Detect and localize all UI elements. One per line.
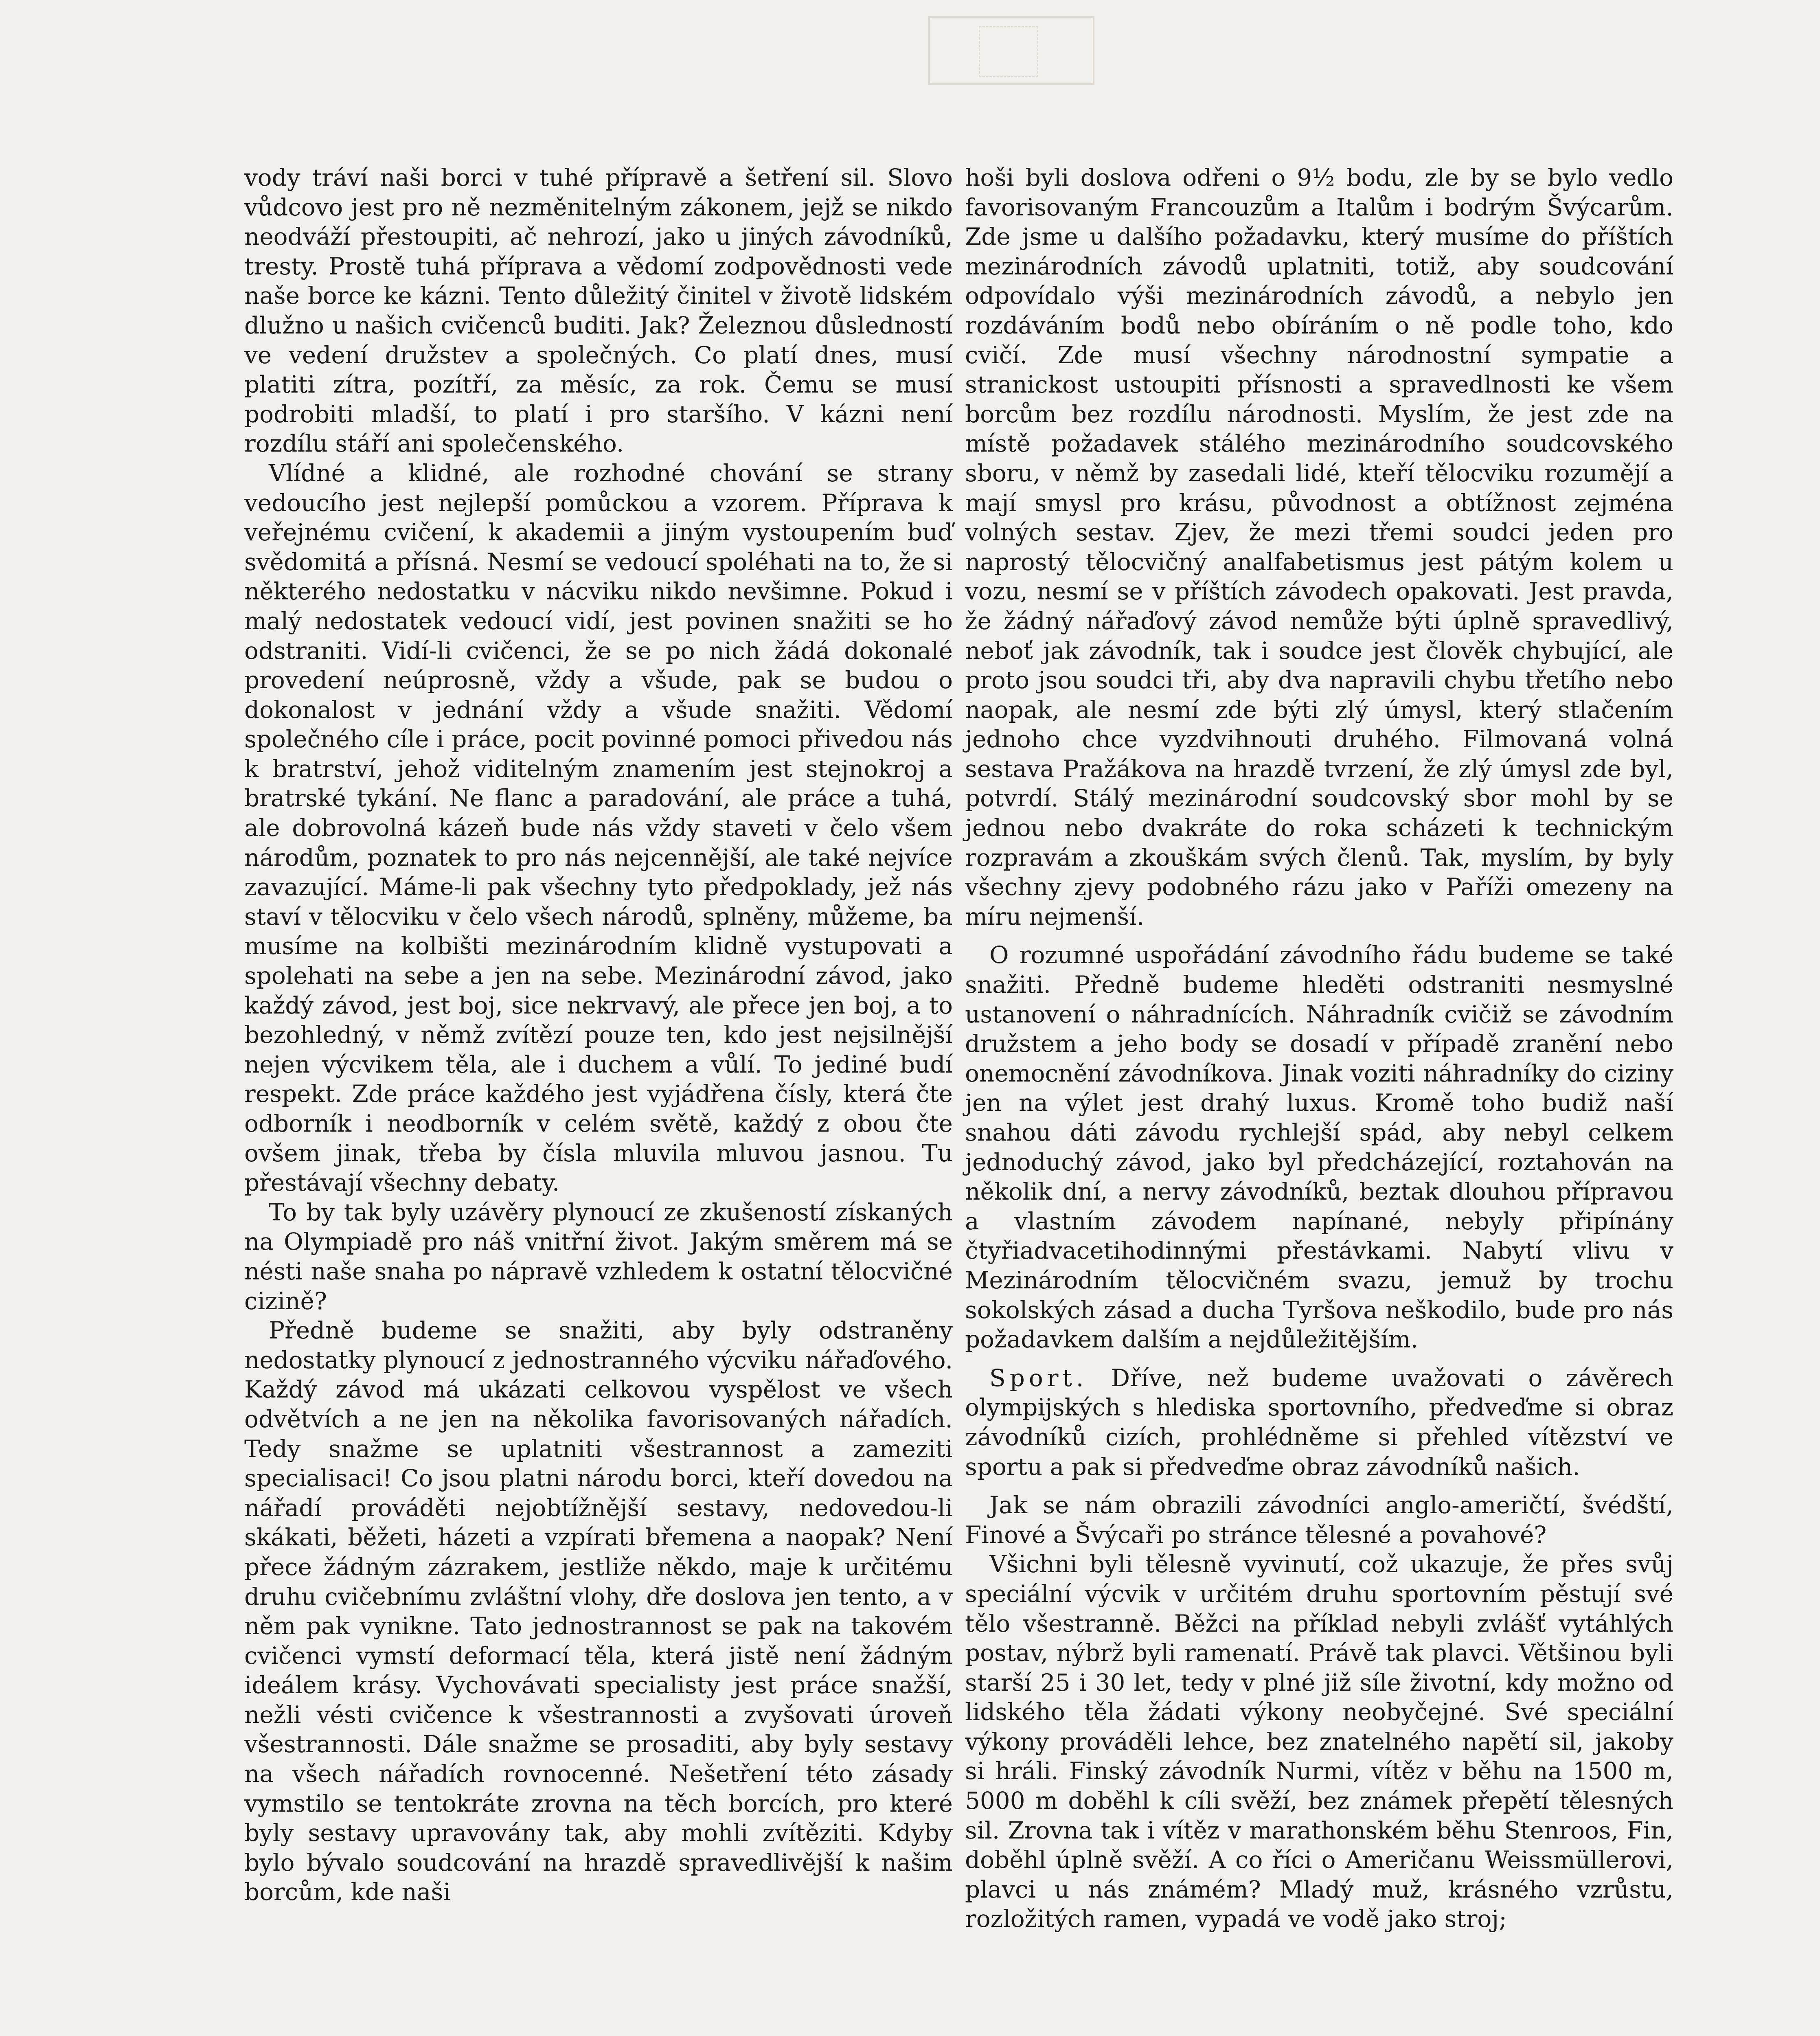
left-paragraph-1: vody tráví naši borci v tuhé přípravě a šetření sil. Slovo vůdcovo jest pro ně nezměnitelným zákonem, jejž se nikdo neodváží přestoupiti, ač nehrozí, jako u jiných závodníků, tresty. Prostě tuhá příprava a vědomí zodpovědnosti vede naše borce ke kázni. Tento důležitý činitel v životě lidském dlužno u našich cvičenců buditi. Jak? Železnou důsledností ve vedení družstev a společných. Co platí dnes, musí platiti zítra, pozítří, za měsíc, za rok. Čemu se musí podrobiti mladší, to platí i pro staršího. V kázni není rozdílu stáří ani společenského. <box>244 164 953 458</box>
left-paragraph-3: To by tak byly uzávěry plynoucí ze zkušeností získaných na Olympiadě pro náš vnitřní život. Jakým směrem má se nésti naše snaha po nápravě vzhledem k ostatní tělocvičné cizině? <box>244 1198 953 1315</box>
right-paragraph-3-text: Dříve, než budeme uvažovati o závěrech olympijských s hlediska sportovního, předveďme si obraz závodníků cizích, prohlédněme si přehled vítězství ve sportu a pak si předveďme obraz závodníků našich. <box>965 1364 1673 1481</box>
library-stamp <box>928 16 1094 85</box>
left-text-column <box>244 163 953 1907</box>
right-text-column <box>965 163 1673 1934</box>
section-heading-sport: Sport. <box>989 1364 1088 1392</box>
right-paragraph-2: O rozumné uspořádání závodního řádu budeme se také snažiti. Předně budeme hleděti odstraniti nesmyslné ustanovení o náhradnících. Náhradník cvičiž se závodním družstem a jeho body se dosadí v případě zranění nebo onemocnění závodníkova. Jinak voziti náhradníky do ciziny jen na výlet jest drahý luxus. Kromě toho budiž naší snahou dáti závodu rychlejší spád, aby nebyl celkem jednoduchý závod, jako byl předcházející, roztahován na několik dní, a nervy závodníků, beztak dlouhou přípravou a vlastním závodem napínané, nebyly připínány čtyřiadvacetihodinnými přestávkami. Nabytí vlivu v Mezinárodním tělocvičném svazu, jemuž by trochu sokolských zásad a ducha Tyršova neškodilo, bude pro nás požadavkem dalším a nejdůležitějším. <box>965 941 1673 1354</box>
left-paragraph-4: Předně budeme se snažiti, aby byly odstraněny nedostatky plynoucí z jednostranného výcviku nářaďového. Každý závod má ukázati celkovou vyspělost ve všech odvětvích a ne jen na několika favorisovaných nářadích. Tedy snažme se uplatniti všestrannost a zameziti specialisaci! Co jsou platni národu borci, kteří dovedou na nářadí prováděti nejobtížnější sestavy, nedovedou-li skákati, běžeti, házeti a vzpírati břemena a naopak? Není přece žádným zázrakem, jestliže někdo, maje k určitému druhu cvičebnímu zvláštní vlohy, dře doslova jen tento, a v něm pak vynikne. Tato jednostrannost se pak na takovém cvičenci vymstí deformací těla, která jistě není žádným ideálem krásy. Vychovávati specialisty jest práce snažší, nežli vésti cvičence k všestrannosti a zvyšovati úroveň všestrannosti. Dále snažme se prosaditi, aby byly sestavy na všech nářadích rovnocenné. Nešetření této zásady vymstilo se tentokráte zrovna na těch borcích, pro které byly sestavy upravovány tak, aby mohli zvítěziti. Kdyby bylo bývalo soudcování na hrazdě spravedlivější k našim borcům, kde naši <box>244 1316 953 1906</box>
right-paragraph-4: Jak se nám obrazili závodníci anglo-američtí, švédští, Finové a Švýcaři po stránce tělesné a povahové? <box>965 1491 1673 1549</box>
left-paragraph-2: Vlídné a klidné, ale rozhodné chování se strany vedoucího jest nejlepší pomůckou a vzorem. Příprava k veřejnému cvičení, k akademii a jiným vystoupením buď svědomitá a přísná. Nesmí se vedoucí spoléhati na to, že si některého nedostatku v nácviku nikdo nevšimne. Pokud i malý nedostatek vedoucí vidí, jest povinen snažiti se ho odstraniti. Vidí-li cvičenci, že se po nich žádá dokonalé provedení neúprosně, vždy a všude, pak se budou o dokonalost v jednání vždy a všude snažiti. Vědomí společného cíle i práce, pocit povinné pomoci přivedou nás k bratrství, jehož viditelným znamením jest stejnokroj a bratrské tykání. Ne flanc a paradování, ale práce a tuhá, ale dobrovolná kázeň bude nás vždy staveti v čelo všem národům, poznatek to pro nás nejcennější, ale také nejvíce zavazující. Máme-li pak všechny tyto předpoklady, jež nás staví v tělocviku v čelo všech národů, splněny, můžeme, ba musíme na kolbišti mezinárodním klidně vystupovati a spolehati na sebe a jen na sebe. Mezinárodní závod, jako každý závod, jest boj, sice nekrvavý, ale přece jen boj, a to bezohledný, v němž zvítězí pouze ten, kdo jest nejsilnější nejen výcvikem těla, ale i duchem a vůlí. To jediné budí respekt. Zde práce každého jest vyjádřena čísly, která čte odborník i neodborník v celém světě, každý z obou čte ovšem jinak, třeba by čísla mluvila mluvou jasnou. Tu přestávají všechny debaty. <box>244 459 953 1197</box>
right-paragraph-1: hoši byli doslova odřeni o 9½ bodu, zle by se bylo vedlo favorisovaným Francouzům a Italům i bodrým Švýcarům. Zde jsme u dalšího požadavku, který musíme do příštích mezinárodních závodů uplatniti, totiž, aby soudcování odpovídalo výši mezinárodních závodů, a nebylo jen rozdáváním bodů nebo obíráním o ně podle toho, kdo cvičí. Zde musí všechny národnostní sympatie a stranickost ustoupiti přísnosti a spravedlnosti ke všem borcům bez rozdílu národnosti. Myslím, že jest zde na místě požadavek stálého mezinárodního soudcovského sboru, v němž by zasedali lidé, kteří tělocviku rozumějí a mají smysl pro krásu, původnost a obtížnost zejména volných sestav. Zjev, že mezi třemi soudci jeden pro naprostý tělocvičný analfabetismus jest pátým kolem u vozu, nesmí se v příštích závodech opakovati. Jest pravda, že žádný nářaďový závod nemůže býti úplně spravedlivý, neboť jak závodník, tak i soudce jest člověk chybující, ale proto jsou soudci tři, aby dva napravili chybu třetího nebo naopak, ale nesmí zde býti zlý úmysl, který stlačením jednoho chce vyzdvihnouti druhého. Filmovaná volná sestava Pražákova na hrazdě tvrzení, že zlý úmysl zde byl, potvrdí. Stálý mezinárodní soudcovský sbor mohl by se jednou nebo dvakráte do roka scházeti k technickým rozpravám a zkouškám svých členů. Tak, myslím, by byly všechny zjevy podobného rázu jako v Paříži omezeny na míru nejmenší. <box>965 164 1673 930</box>
right-paragraph-3 <box>965 1363 1673 1481</box>
right-paragraph-5: Všichni byli tělesně vyvinutí, což ukazuje, že přes svůj speciální výcvik v určitém druhu sportovním pěstují své tělo všestranně. Běžci na příklad nebyli zvlášť vytáhlých postav, nýbrž byli ramenatí. Právě tak plavci. Většinou byli starší 25 i 30 let, tedy v plné již síle životní, kdy možno od lidského těla žádati výkony neobyčejné. Své speciální výkony prováděli lehce, bez znatelného napětí sil, jakoby si hráli. Finský závodník Nurmi, vítěz v běhu na 1500 m, 5000 m doběhl k cíli svěží, bez známek přepětí tělesných sil. Zrovna tak i vítěz v marathonském běhu Stenroos, Fin, doběhl úplně svěží. A co říci o Američanu Weissmüllerovi, plavci u nás známém? Mladý muž, krásného vzrůstu, rozložitých ramen, vypadá ve vodě jako stroj; <box>965 1550 1673 1933</box>
